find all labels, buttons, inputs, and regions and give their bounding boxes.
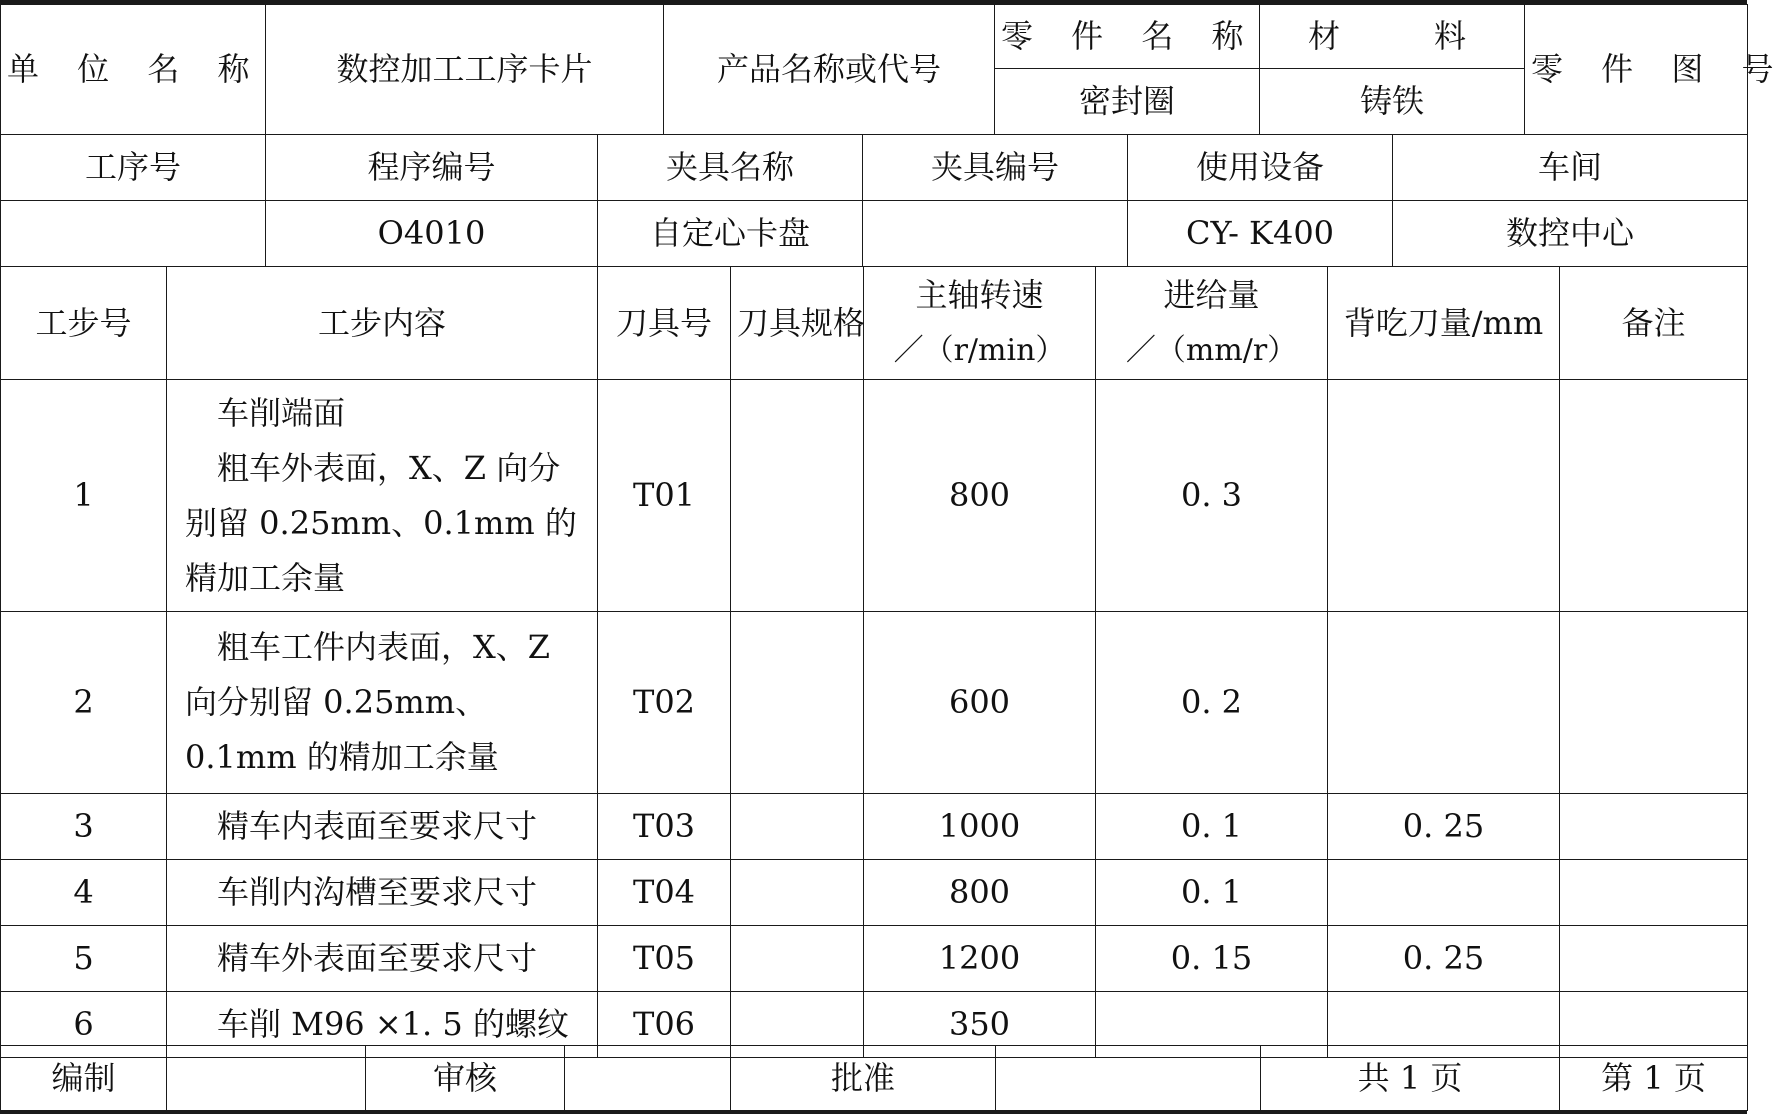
depth-of-cut: [1328, 860, 1560, 926]
depth-of-cut: [1328, 612, 1560, 794]
depth-of-cut: [1328, 380, 1560, 612]
fixture-name-value: 自定心卡盘: [598, 201, 863, 267]
spindle-speed: 800: [864, 860, 1096, 926]
tool-no-header: 刀具号: [598, 267, 731, 380]
process-no-header: 工序号: [1, 135, 266, 201]
step-no: 1: [1, 380, 167, 612]
step-content-line: 精车外表面至要求尺寸: [217, 939, 538, 977]
tool-no: T03: [598, 794, 731, 860]
spindle-speed-unit: ／（r/min）: [893, 333, 1066, 368]
material-label: 材 料: [1260, 5, 1525, 69]
process-no-value: [1, 201, 266, 267]
depth-of-cut: 0. 25: [1328, 926, 1560, 992]
remark: [1560, 794, 1748, 860]
feed-unit: ／（mm/r）: [1125, 333, 1298, 368]
depth-header: 背吃刀量/mm: [1328, 267, 1560, 380]
spindle-speed-title: 主轴转速: [915, 276, 1044, 314]
approve-signature: [996, 1046, 1261, 1111]
step-no: 5: [1, 926, 167, 992]
step-content: [167, 794, 598, 860]
tool-spec: [731, 860, 864, 926]
product-label: 产品名称或代号: [664, 5, 995, 135]
tool-spec: [731, 794, 864, 860]
workshop-header: 车间: [1393, 135, 1748, 201]
table-row: [1, 794, 1748, 860]
step-content-line: 粗车工件内表面，X、Z 向分别留 0.25mm、0.1mm 的精加工余量: [185, 628, 551, 776]
feed-title: 进给量: [1163, 276, 1260, 314]
step-content-line: 车削 M96 ×1. 5 的螺纹: [217, 1005, 569, 1043]
step-content: [167, 860, 598, 926]
step-content: [167, 612, 598, 794]
spindle-speed: 1000: [864, 794, 1096, 860]
feed: 0. 1: [1096, 794, 1328, 860]
equipment-value: CY- K400: [1128, 201, 1393, 267]
feed-header: [1096, 267, 1328, 380]
feed: 0. 1: [1096, 860, 1328, 926]
feed: 0. 15: [1096, 926, 1328, 992]
unit-name-label: 单 位 名 称: [1, 5, 266, 135]
material-value: 铸铁: [1260, 69, 1525, 135]
tool-no: T05: [598, 926, 731, 992]
footer-table: [0, 1045, 1748, 1111]
step-no: 2: [1, 612, 167, 794]
remark-header: 备注: [1560, 267, 1748, 380]
table-row: [1, 612, 1748, 794]
step-content-line: 粗车外表面，X、Z 向分别留 0.25mm、0.1mm 的精加工余量: [185, 448, 577, 597]
steps-table: [0, 266, 1748, 1058]
spindle-speed: 350: [864, 992, 1096, 1058]
step-no: 3: [1, 794, 167, 860]
header-table: [0, 4, 1788, 135]
spindle-speed: 800: [864, 380, 1096, 612]
part-name-value: 密封圈: [995, 69, 1260, 135]
compiled-label: 编制: [1, 1046, 167, 1111]
approve-label: 批准: [731, 1046, 996, 1111]
spindle-speed: 600: [864, 612, 1096, 794]
program-no-value: O4010: [266, 201, 598, 267]
tool-no: T06: [598, 992, 731, 1058]
table-row: [1, 860, 1748, 926]
program-no-header: 程序编号: [266, 135, 598, 201]
tool-spec: [731, 612, 864, 794]
tool-spec: [731, 926, 864, 992]
feed: 0. 2: [1096, 612, 1328, 794]
step-no: 4: [1, 860, 167, 926]
tool-spec-header: 刀具规格: [731, 267, 864, 380]
compiled-signature: [167, 1046, 366, 1111]
workshop-value: 数控中心: [1393, 201, 1748, 267]
remark: [1560, 380, 1748, 612]
tool-no: T02: [598, 612, 731, 794]
fixture-no-header: 夹具编号: [863, 135, 1128, 201]
spindle-speed: 1200: [864, 926, 1096, 992]
remark: [1560, 860, 1748, 926]
part-name-label: 零 件 名 称: [995, 5, 1260, 69]
spindle-speed-header: [864, 267, 1096, 380]
bottom-border: [0, 1110, 1747, 1114]
tool-no: T04: [598, 860, 731, 926]
tool-no: T01: [598, 380, 731, 612]
step-no-header: 工步号: [1, 267, 167, 380]
feed: 0. 3: [1096, 380, 1328, 612]
step-content-line: 车削内沟槽至要求尺寸: [217, 873, 538, 911]
depth-of-cut: 0. 25: [1328, 794, 1560, 860]
total-pages: 共 1 页: [1261, 1046, 1560, 1111]
review-label: 审核: [366, 1046, 565, 1111]
page-number: 第 1 页: [1560, 1046, 1748, 1111]
step-content: [167, 926, 598, 992]
step-content-line: 车削端面: [217, 393, 346, 432]
step-content-line: 精车内表面至要求尺寸: [217, 807, 538, 845]
card-title: 数控加工工序卡片: [266, 5, 664, 135]
step-content: [167, 380, 598, 612]
equipment-header: 使用设备: [1128, 135, 1393, 201]
review-signature: [565, 1046, 731, 1111]
fixture-no-value: [863, 201, 1128, 267]
fixture-name-header: 夹具名称: [598, 135, 863, 201]
step-no: 6: [1, 992, 167, 1058]
table-row: [1, 380, 1748, 612]
remark: [1560, 612, 1748, 794]
step-content-header: 工步内容: [167, 267, 598, 380]
process-info-table: [0, 134, 1748, 267]
remark: [1560, 926, 1748, 992]
tool-spec: [731, 380, 864, 612]
drawing-no-label: 零 件 图 号: [1525, 5, 1748, 135]
table-row: [1, 926, 1748, 992]
